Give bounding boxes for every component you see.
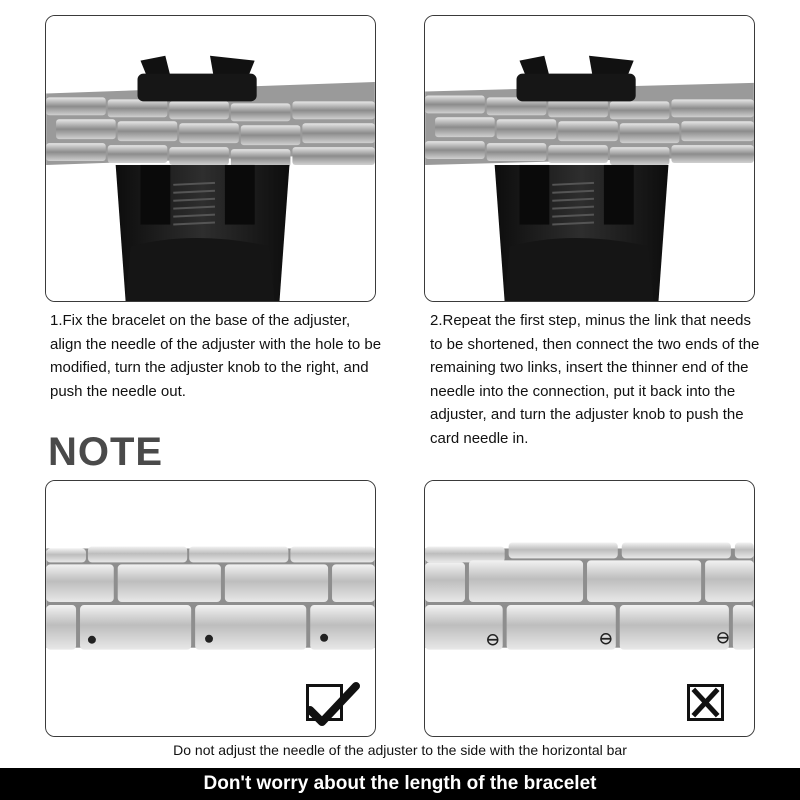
note-heading: NOTE — [48, 430, 164, 474]
step2-photo — [424, 15, 755, 302]
bracelet-adjuster-image — [46, 16, 375, 301]
x-mark-icon — [690, 687, 721, 718]
bracelet-adjuster-image — [425, 16, 754, 301]
step2-instructions: 2.Repeat the first step, minus the link that needs to be shortened, then connect the two ends of the remaining two links, insert the thinner end of the needle into the connection, put it back into the adjuster, and turn the adjuster knob to push the card needle in. — [430, 312, 760, 447]
step1-instructions: 1.Fix the bracelet on the base of the adjuster, align the needle of the adjuster with the hole to be modified, turn the adjuster knob to the right, and push the needle out. — [50, 312, 382, 400]
step1-photo — [45, 15, 376, 302]
correct-example-photo — [45, 480, 376, 737]
check-mark-box — [306, 684, 343, 721]
x-mark-box — [687, 684, 724, 721]
note-caption: Do not adjust the needle of the adjuster to the side with the horizontal bar — [173, 742, 627, 758]
check-mark-icon — [306, 684, 366, 734]
wrong-example-photo — [424, 480, 755, 737]
bottom-banner: Don't worry about the length of the bracelet — [0, 768, 800, 800]
